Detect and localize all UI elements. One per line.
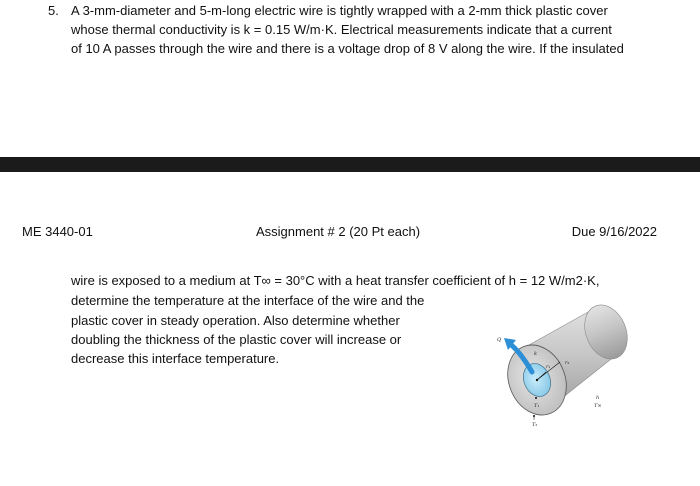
assignment-title: Assignment # 2 (20 Pt each) [256, 224, 421, 239]
page-divider [0, 157, 700, 172]
problem-statement-top [0, 0, 700, 150]
problem-line-1: A 3-mm-diameter and 5-m-long electric wire is tightly wrapped with a 2-mm thick plastic cover [71, 3, 608, 18]
t1-label: T₁ [534, 403, 540, 409]
continuation-line-3: plastic cover in steady operation. Also determine whether [71, 313, 400, 328]
t2-label: T₂ [532, 422, 538, 428]
course-code: ME 3440-01 [22, 224, 93, 239]
insulated-wire-figure [490, 302, 650, 437]
r1-label: r₁ [546, 364, 551, 370]
continuation-line-4: doubling the thickness of the plastic cover will increase or [71, 332, 402, 347]
continuation-line-5: decrease this interface temperature. [71, 351, 280, 366]
r2-label: r₂ [565, 360, 570, 366]
heat-rate-label: Q [497, 337, 502, 343]
continuation-line-2: determine the temperature at the interface of the wire and the [71, 293, 425, 308]
problem-number: 5. [48, 3, 59, 18]
conductivity-label: k [534, 351, 538, 357]
continuation-line-1: wire is exposed to a medium at T∞ = 30°C with a heat transfer coefficient of h = 12 W/m2·K, [71, 273, 600, 288]
t1-marker [535, 397, 537, 399]
heat-transfer-coefficient-label: h [596, 395, 600, 401]
ambient-temperature-label: T∞ [594, 403, 602, 409]
due-date: Due 9/16/2022 [571, 224, 657, 239]
problem-line-3: of 10 A passes through the wire and there is a voltage drop of 8 V along the wire. If the insulated [71, 41, 624, 56]
problem-line-2: whose thermal conductivity is k = 0.15 W/m·K. Electrical measurements indicate that a current [71, 22, 612, 37]
assignment-header [0, 224, 700, 244]
